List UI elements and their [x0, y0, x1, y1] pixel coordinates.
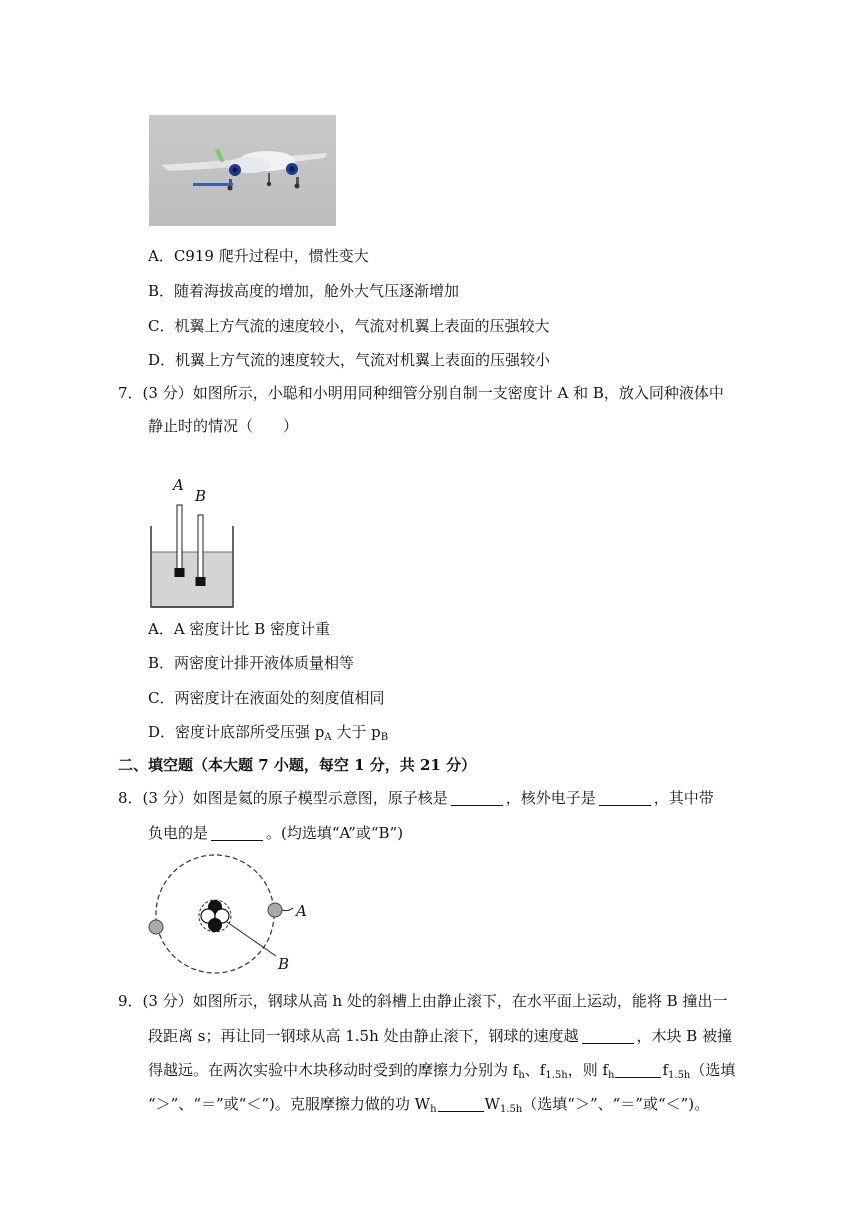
- hydrometer-label-b: B: [195, 487, 207, 505]
- q9-text-1: 段距离 s；再让同一钢球从高 1.5h 处由静止滚下，钢球的速度越: [148, 1027, 579, 1045]
- q7-option-d-text: D．密度计底部所受压强 p: [148, 723, 325, 741]
- q9-text-10: （选填“＞”、“＝”或“＜”)。: [522, 1095, 710, 1113]
- q9-blank-1[interactable]: [582, 1029, 634, 1044]
- q6-option-d: D．机翼上方气流的速度较大，气流对机翼上表面的压强较小: [148, 351, 551, 369]
- q8-blank-1[interactable]: [451, 791, 503, 806]
- q9-text-3: 得越远。在两次实验中木块移动时受到的摩擦力分别为 f: [148, 1061, 519, 1079]
- q9-sub-h-1: h: [518, 1070, 525, 1081]
- atom-label-a: A: [296, 902, 307, 920]
- q9-text-2: ，木块 B 被撞: [636, 1027, 733, 1045]
- q8-text-4: 负电的是: [148, 824, 209, 842]
- q9-sub-15h-2: 1.5h: [668, 1070, 691, 1081]
- hydrometer-figure: [148, 474, 238, 610]
- q9-text-4: 、f: [524, 1061, 546, 1079]
- q8-text-5: 。(均选填“A”或“B”): [266, 824, 404, 842]
- q9-stem-line1: 9．(3 分）如图所示，钢球从高 h 处的斜槽上由静止滚下，在水平面上运动，能将 B 撞出一: [118, 992, 728, 1010]
- q8-blank-2[interactable]: [599, 791, 651, 806]
- q8-blank-3[interactable]: [211, 826, 263, 841]
- q6-option-c: C．机翼上方气流的速度较小，气流对机翼上表面的压强较大: [148, 317, 550, 335]
- q9-text-6: f: [662, 1061, 669, 1079]
- q6-option-b: B．随着海拔高度的增加，舱外大气压逐渐增加: [148, 282, 460, 300]
- q9-sub-h-2: h: [608, 1070, 615, 1081]
- q9-stem-line3: [148, 1060, 735, 1086]
- airplane-photo: [149, 115, 336, 226]
- q7-option-d-sub-b: B: [380, 732, 389, 743]
- q7-option-d: [148, 722, 388, 748]
- helium-atom-figure: [145, 850, 325, 975]
- q9-text-9: W: [484, 1095, 500, 1113]
- q8-text-3: ，其中带: [653, 789, 714, 807]
- hydrometer-label-a: A: [173, 476, 184, 494]
- q9-sub-15h-1: 1.5h: [545, 1070, 568, 1081]
- atom-label-b: B: [278, 955, 290, 973]
- q9-stem-line2: [148, 1026, 732, 1046]
- section-title: 二、填空题（本大题 7 小题，每空 1 分，共 21 分）: [118, 756, 477, 774]
- q9-blank-2[interactable]: [615, 1063, 661, 1078]
- q7-option-b: B．两密度计排开液体质量相等: [148, 654, 355, 672]
- q9-sub-15h-3: 1.5h: [499, 1104, 523, 1115]
- q9-stem-line4: [148, 1094, 709, 1120]
- q7-stem-line1: 7．(3 分）如图所示，小聪和小明用同种细管分别自制一支密度计 A 和 B，放入同种液体中: [118, 384, 724, 402]
- q7-option-c: C．两密度计在液面处的刻度值相同: [148, 689, 385, 707]
- q9-text-8: “＞”、“＝”或“＜”)。克服摩擦力做的功 W: [148, 1095, 431, 1113]
- q8-text-1: 8．(3 分）如图是氦的原子模型示意图，原子核是: [118, 789, 448, 807]
- q9-sub-h-3: h: [430, 1104, 437, 1115]
- q8-stem-line2: [148, 823, 403, 843]
- q7-option-d-sub-a: A: [324, 732, 332, 743]
- q7-option-d-text-mid: 大于 p: [331, 723, 381, 741]
- q9-text-5: ，则 f: [567, 1061, 609, 1079]
- q8-stem-line1: [118, 788, 714, 808]
- q8-text-2: ，核外电子是: [505, 789, 596, 807]
- q9-blank-3[interactable]: [438, 1097, 484, 1112]
- q7-option-a: A．A 密度计比 B 密度计重: [148, 620, 330, 638]
- q6-option-a: A．C919 爬升过程中，惯性变大: [148, 247, 369, 265]
- q7-stem-line2: 静止时的情况（ ）: [148, 417, 299, 435]
- q9-text-7: （选填: [690, 1061, 736, 1079]
